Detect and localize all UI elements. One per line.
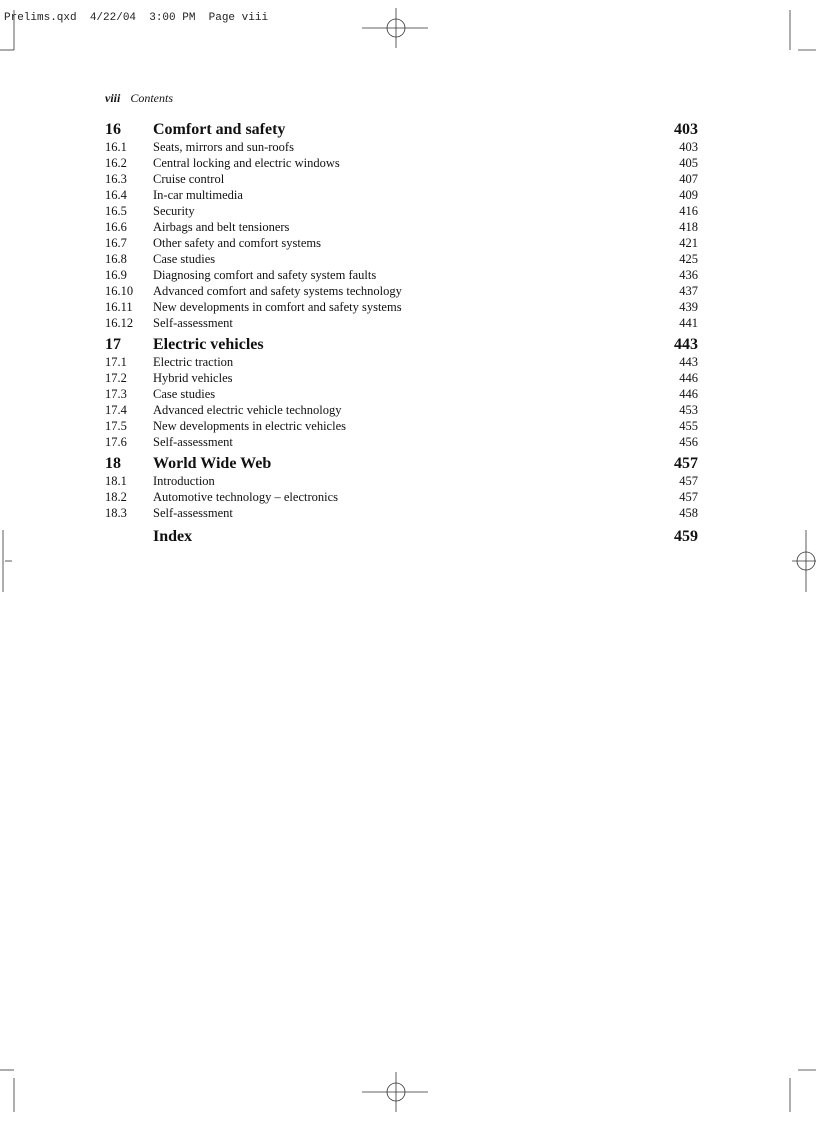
toc-entry[interactable]: 18.3 Self-assessment 458: [105, 506, 698, 520]
chapter-heading[interactable]: 18 World Wide Web 457: [105, 455, 698, 472]
toc-entry[interactable]: 18.1 Introduction 457: [105, 474, 698, 488]
registration-mark-bottom: [362, 1072, 428, 1112]
registration-mark-top: [362, 8, 428, 48]
toc-entry[interactable]: 17.3 Case studies 446: [105, 387, 698, 401]
chapter-16: [105, 121, 698, 331]
toc-entry[interactable]: 16.8 Case studies 425: [105, 252, 698, 266]
table-of-contents: [105, 121, 698, 546]
toc-entry[interactable]: 16.6 Airbags and belt tensioners 418: [105, 220, 698, 234]
toc-entry[interactable]: 16.11 New developments in comfort and safety systems 439: [105, 300, 698, 314]
toc-entry[interactable]: 16.10 Advanced comfort and safety systems technology 437: [105, 284, 698, 298]
toc-entry[interactable]: 17.2 Hybrid vehicles 446: [105, 371, 698, 385]
toc-entry[interactable]: 18.2 Automotive technology – electronics 457: [105, 490, 698, 504]
toc-entry[interactable]: 16.3 Cruise control 407: [105, 172, 698, 186]
toc-entry[interactable]: 16.7 Other safety and comfort systems 421: [105, 236, 698, 250]
registration-mark-right: [792, 530, 816, 592]
toc-entry[interactable]: 17.4 Advanced electric vehicle technology 453: [105, 403, 698, 417]
index-entry[interactable]: Index 459: [153, 528, 698, 545]
toc-entry[interactable]: 16.5 Security 416: [105, 204, 698, 218]
chapter-18: [105, 455, 698, 521]
running-head-title: Contents: [130, 91, 173, 105]
print-slug: Prelims.qxd 4/22/04 3:00 PM Page viii: [4, 12, 269, 24]
page-folio: viii: [105, 91, 121, 105]
running-head: [105, 91, 173, 106]
toc-entry[interactable]: 17.5 New developments in electric vehicles 455: [105, 419, 698, 433]
chapter-heading[interactable]: 16 Comfort and safety 403: [105, 121, 698, 138]
toc-entry[interactable]: 16.1 Seats, mirrors and sun-roofs 403: [105, 140, 698, 154]
toc-entry[interactable]: 16.2 Central locking and electric windows 405: [105, 156, 698, 170]
toc-entry[interactable]: 16.12 Self-assessment 441: [105, 316, 698, 330]
chapter-17: [105, 336, 698, 450]
toc-entry[interactable]: 16.9 Diagnosing comfort and safety system faults 436: [105, 268, 698, 282]
toc-entry[interactable]: 17.6 Self-assessment 456: [105, 435, 698, 449]
chapter-heading[interactable]: 17 Electric vehicles 443: [105, 336, 698, 353]
toc-entry[interactable]: 16.4 In-car multimedia 409: [105, 188, 698, 202]
toc-entry[interactable]: 17.1 Electric traction 443: [105, 355, 698, 369]
